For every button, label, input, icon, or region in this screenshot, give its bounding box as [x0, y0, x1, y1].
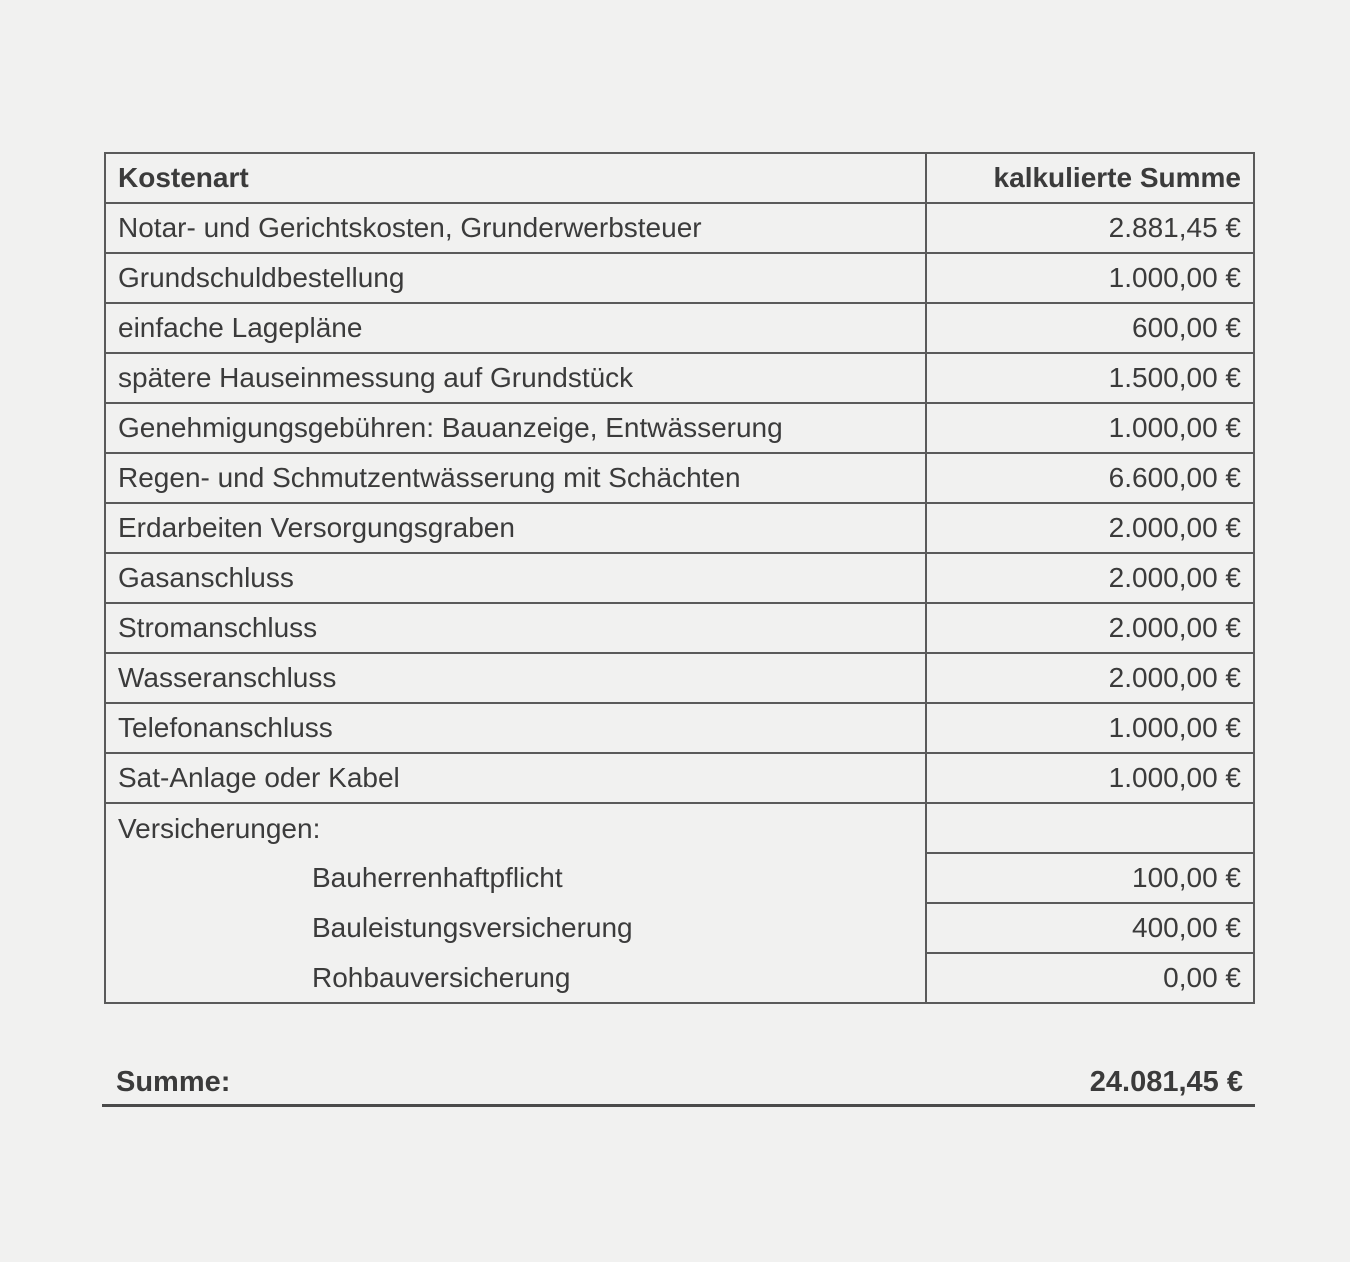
- row-label: Gasanschluss: [105, 553, 926, 603]
- row-value: 6.600,00 €: [926, 453, 1254, 503]
- insurance-row: [105, 853, 1254, 903]
- row-value: 2.000,00 €: [926, 603, 1254, 653]
- total-label: Summe:: [116, 1066, 231, 1098]
- insurance-item-label: Bauleistungsversicherung: [105, 903, 926, 953]
- table-row: [105, 403, 1254, 453]
- row-label: einfache Lagepläne: [105, 303, 926, 353]
- insurance-row: [105, 953, 1254, 1003]
- table-row: [105, 603, 1254, 653]
- table-row: [105, 253, 1254, 303]
- table-row: [105, 703, 1254, 753]
- row-value: 1.000,00 €: [926, 403, 1254, 453]
- cost-table: [104, 152, 1255, 1004]
- row-value: 2.881,45 €: [926, 203, 1254, 253]
- insurance-item-label: Bauherrenhaftpflicht: [105, 853, 926, 903]
- table-row: [105, 653, 1254, 703]
- header-summe: kalkulierte Summe: [926, 153, 1254, 203]
- table-row: [105, 303, 1254, 353]
- row-value: 1.000,00 €: [926, 253, 1254, 303]
- row-value: 1.000,00 €: [926, 703, 1254, 753]
- row-value: 2.000,00 €: [926, 653, 1254, 703]
- insurance-item-value: 0,00 €: [926, 953, 1254, 1003]
- row-value: 1.500,00 €: [926, 353, 1254, 403]
- table-row: [105, 353, 1254, 403]
- total-underline: [102, 1104, 1255, 1107]
- row-label: Stromanschluss: [105, 603, 926, 653]
- row-label: Erdarbeiten Versorgungsgraben: [105, 503, 926, 553]
- insurance-item-value: 100,00 €: [926, 853, 1254, 903]
- insurance-item-value: 400,00 €: [926, 903, 1254, 953]
- table-row: [105, 753, 1254, 803]
- table-row: [105, 503, 1254, 553]
- table-row: [105, 203, 1254, 253]
- insurance-header-row: [105, 803, 1254, 853]
- row-label: Genehmigungsgebühren: Bauanzeige, Entwässerung: [105, 403, 926, 453]
- row-value: 2.000,00 €: [926, 503, 1254, 553]
- insurance-label: Versicherungen:: [105, 803, 926, 853]
- row-label: Sat-Anlage oder Kabel: [105, 753, 926, 803]
- insurance-empty-value: [926, 803, 1254, 853]
- insurance-item-label: Rohbauversicherung: [105, 953, 926, 1003]
- row-value: 600,00 €: [926, 303, 1254, 353]
- row-label: Regen- und Schmutzentwässerung mit Schächten: [105, 453, 926, 503]
- table-header-row: [105, 153, 1254, 203]
- table-row: [105, 553, 1254, 603]
- table-row: [105, 453, 1254, 503]
- row-value: 1.000,00 €: [926, 753, 1254, 803]
- row-value: 2.000,00 €: [926, 553, 1254, 603]
- row-label: spätere Hauseinmessung auf Grundstück: [105, 353, 926, 403]
- total-value: 24.081,45 €: [1089, 1066, 1243, 1098]
- row-label: Wasseranschluss: [105, 653, 926, 703]
- row-label: Grundschuldbestellung: [105, 253, 926, 303]
- header-kostenart: Kostenart: [105, 153, 926, 203]
- total-row: [104, 1066, 1255, 1099]
- insurance-row: [105, 903, 1254, 953]
- row-label: Notar- und Gerichtskosten, Grunderwerbsteuer: [105, 203, 926, 253]
- row-label: Telefonanschluss: [105, 703, 926, 753]
